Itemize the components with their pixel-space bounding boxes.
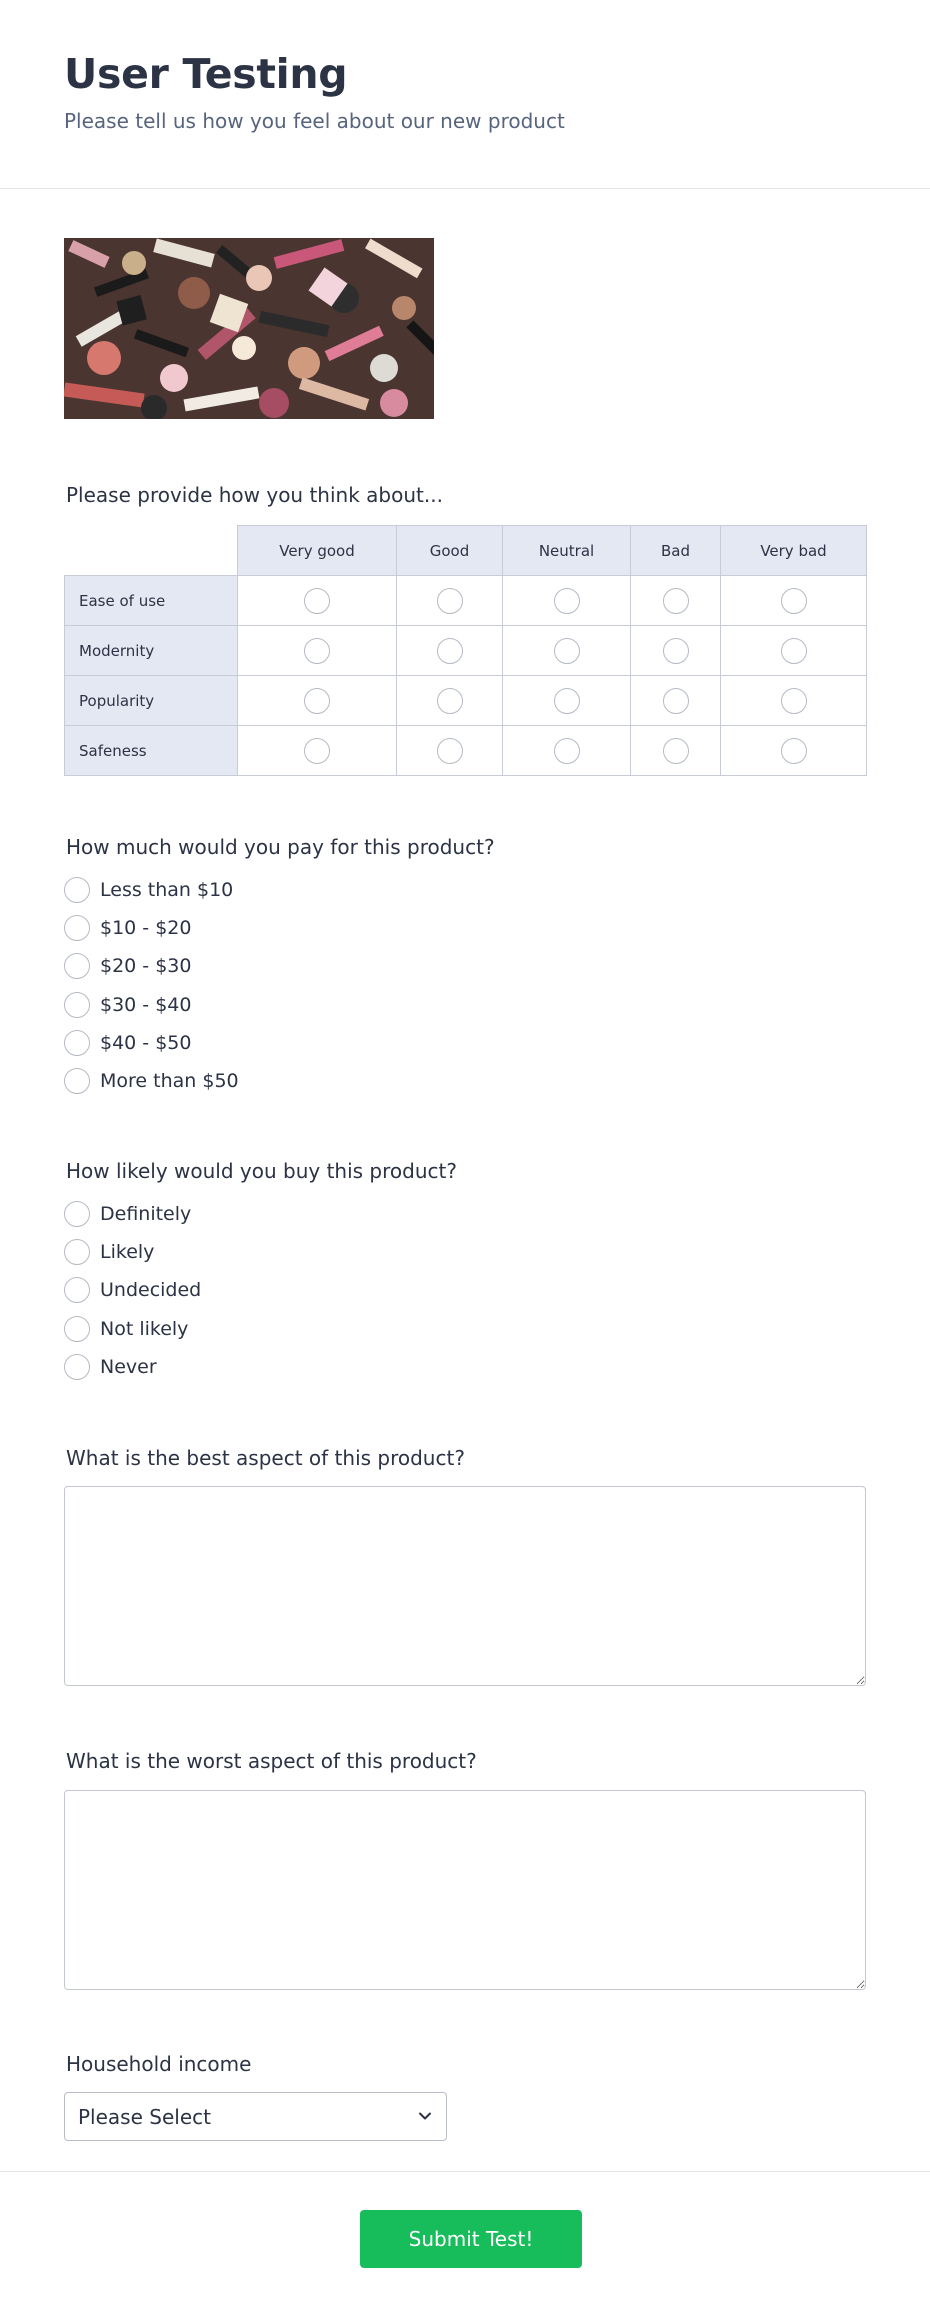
income-select-value: Please Select: [78, 2104, 211, 2129]
matrix-radio[interactable]: [663, 638, 689, 664]
option-label: Undecided: [100, 1279, 202, 1302]
option-label: $20 - $30: [100, 955, 192, 978]
product-image: [64, 238, 434, 419]
matrix-col-bad: Bad: [631, 526, 721, 576]
matrix-cell: [631, 726, 721, 776]
matrix-header-row: [65, 526, 867, 576]
price-question-label: How much would you pay for this product?: [66, 835, 495, 859]
radio-button[interactable]: [64, 1068, 90, 1094]
matrix-radio[interactable]: [304, 738, 330, 764]
page-title: User Testing: [64, 50, 348, 98]
matrix-row-popularity: [65, 676, 867, 726]
radio-button[interactable]: [64, 1277, 90, 1303]
income-question-label: Household income: [66, 2052, 252, 2076]
form-header: [0, 0, 930, 189]
rating-matrix: [64, 525, 866, 775]
option-label: $10 - $20: [100, 917, 192, 940]
likely-options: [64, 1195, 201, 1386]
matrix-row-label: Safeness: [65, 726, 238, 776]
matrix-radio[interactable]: [554, 638, 580, 664]
option-label: Definitely: [100, 1203, 192, 1226]
matrix-cell: [631, 676, 721, 726]
price-option[interactable]: [64, 1024, 239, 1062]
matrix-cell: [397, 676, 503, 726]
matrix-cell: [397, 726, 503, 776]
matrix-cell: [503, 726, 631, 776]
matrix-col-very-bad: Very bad: [721, 526, 867, 576]
option-label: Not likely: [100, 1317, 189, 1340]
matrix-radio[interactable]: [663, 588, 689, 614]
matrix-cell: [631, 576, 721, 626]
matrix-col-neutral: Neutral: [503, 526, 631, 576]
matrix-row-safeness: [65, 726, 867, 776]
option-label: More than $50: [100, 1070, 239, 1093]
radio-button[interactable]: [64, 1239, 90, 1265]
price-option[interactable]: [64, 1062, 239, 1100]
radio-button[interactable]: [64, 877, 90, 903]
matrix-cell: [721, 726, 867, 776]
price-option[interactable]: [64, 947, 239, 985]
matrix-radio[interactable]: [554, 588, 580, 614]
worst-aspect-textarea[interactable]: [64, 1790, 866, 1990]
matrix-corner: [65, 526, 238, 576]
matrix-radio[interactable]: [437, 638, 463, 664]
option-label: Likely: [100, 1241, 155, 1264]
likely-option[interactable]: [64, 1348, 201, 1386]
matrix-cell: [503, 576, 631, 626]
radio-button[interactable]: [64, 1201, 90, 1227]
matrix-radio[interactable]: [304, 688, 330, 714]
page-subtitle: Please tell us how you feel about our new product: [64, 109, 565, 133]
matrix-row-ease-of-use: [65, 576, 867, 626]
matrix-radio[interactable]: [437, 738, 463, 764]
likely-option[interactable]: [64, 1271, 201, 1309]
matrix-cell: [503, 676, 631, 726]
matrix-cell: [721, 676, 867, 726]
best-aspect-textarea[interactable]: [64, 1486, 866, 1686]
matrix-row-modernity: [65, 626, 867, 676]
radio-button[interactable]: [64, 1316, 90, 1342]
option-label: $30 - $40: [100, 993, 192, 1016]
likely-question-label: How likely would you buy this product?: [66, 1159, 457, 1183]
matrix-cell: [238, 626, 397, 676]
matrix-radio[interactable]: [781, 588, 807, 614]
matrix-cell: [503, 626, 631, 676]
radio-button[interactable]: [64, 953, 90, 979]
matrix-radio[interactable]: [554, 738, 580, 764]
price-option[interactable]: [64, 909, 239, 947]
matrix-cell: [721, 626, 867, 676]
matrix-cell: [238, 576, 397, 626]
radio-button[interactable]: [64, 1030, 90, 1056]
matrix-cell: [631, 626, 721, 676]
option-label: $40 - $50: [100, 1031, 192, 1054]
matrix-radio[interactable]: [663, 688, 689, 714]
matrix-col-very-good: Very good: [238, 526, 397, 576]
option-label: Less than $10: [100, 879, 234, 902]
likely-option[interactable]: [64, 1195, 201, 1233]
matrix-cell: [721, 576, 867, 626]
worst-aspect-label: What is the worst aspect of this product?: [66, 1749, 477, 1773]
likely-option[interactable]: [64, 1310, 201, 1348]
matrix-cell: [397, 576, 503, 626]
matrix-radio[interactable]: [437, 588, 463, 614]
price-option[interactable]: [64, 871, 239, 909]
submit-button[interactable]: Submit Test!: [360, 2210, 582, 2268]
radio-button[interactable]: [64, 915, 90, 941]
matrix-cell: [238, 676, 397, 726]
best-aspect-label: What is the best aspect of this product?: [66, 1446, 465, 1470]
matrix-radio[interactable]: [781, 688, 807, 714]
matrix-radio[interactable]: [663, 738, 689, 764]
matrix-row-label: Popularity: [65, 676, 238, 726]
matrix-radio[interactable]: [304, 638, 330, 664]
matrix-radio[interactable]: [554, 688, 580, 714]
matrix-row-label: Ease of use: [65, 576, 238, 626]
matrix-cell: [397, 626, 503, 676]
matrix-row-label: Modernity: [65, 626, 238, 676]
price-option[interactable]: [64, 986, 239, 1024]
matrix-question-label: Please provide how you think about...: [66, 483, 443, 507]
price-options: [64, 871, 239, 1100]
chevron-down-icon: [418, 2109, 432, 2123]
matrix-col-good: Good: [397, 526, 503, 576]
matrix-cell: [238, 726, 397, 776]
likely-option[interactable]: [64, 1233, 201, 1271]
radio-button[interactable]: [64, 1354, 90, 1380]
radio-button[interactable]: [64, 992, 90, 1018]
matrix-radio[interactable]: [437, 688, 463, 714]
matrix-radio[interactable]: [304, 588, 330, 614]
matrix-radio[interactable]: [781, 738, 807, 764]
income-select[interactable]: [64, 2092, 447, 2141]
option-label: Never: [100, 1355, 157, 1378]
matrix-radio[interactable]: [781, 638, 807, 664]
